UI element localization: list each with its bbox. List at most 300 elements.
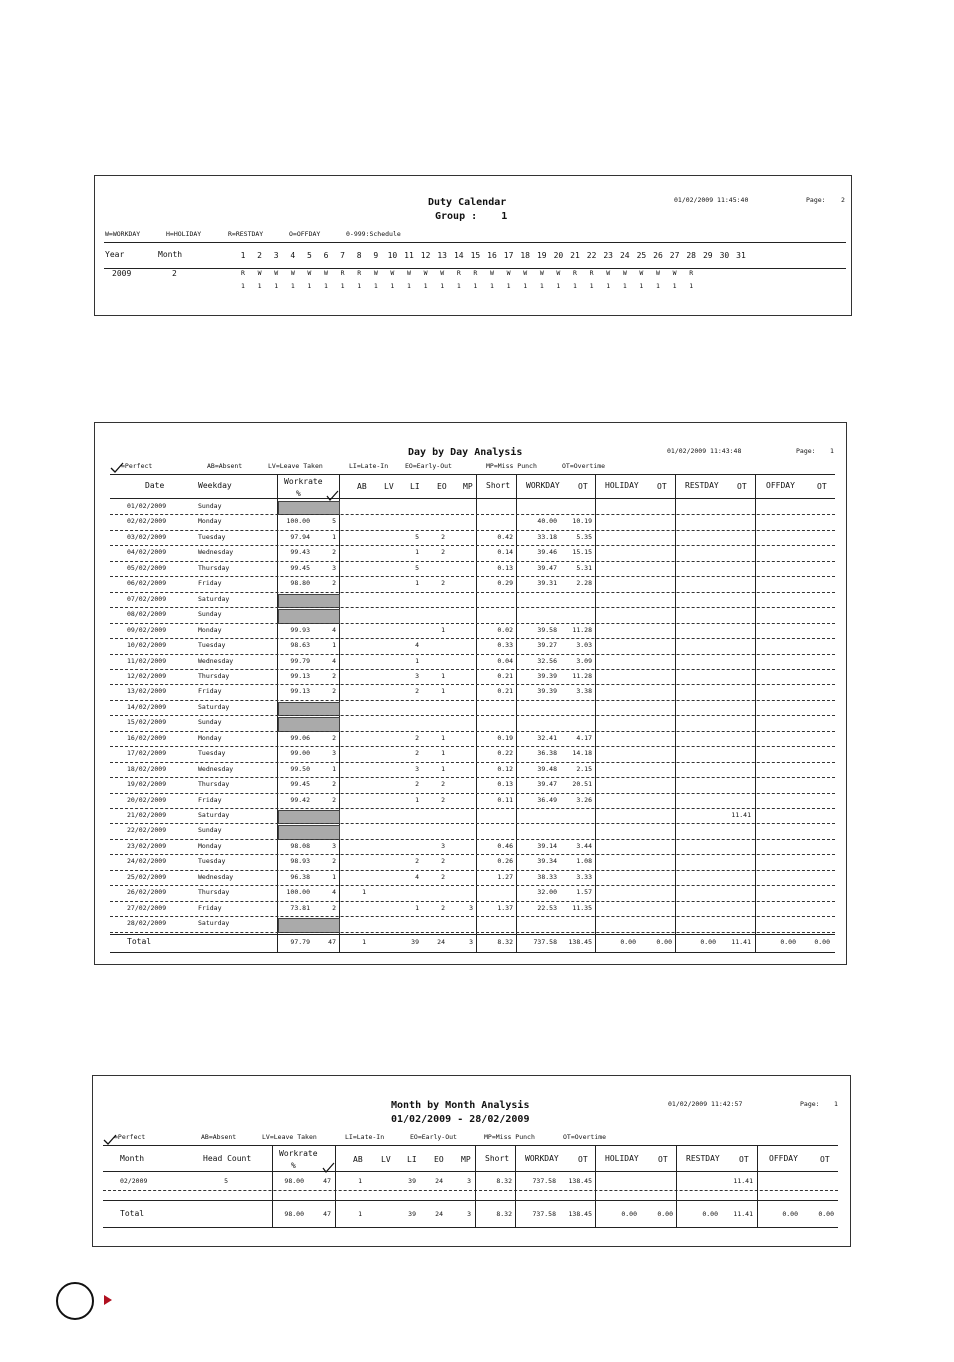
day-row-rule xyxy=(110,746,835,747)
day-row-rule xyxy=(110,592,835,593)
day-row-workday: 39.48 xyxy=(537,764,557,773)
day-row-perfect: 4 xyxy=(332,888,336,897)
day-row-short: 0.26 xyxy=(497,857,513,866)
day-row-rule xyxy=(110,514,835,515)
duty-schedule-number: 1 xyxy=(390,282,395,290)
day-row-perfect: 2 xyxy=(332,857,336,866)
day-col-mp: MP xyxy=(463,482,473,491)
duty-day-number: 20 xyxy=(553,251,564,260)
day-row-rule xyxy=(110,916,835,917)
day-row-eo: 2 xyxy=(441,532,445,541)
duty-day-number: 7 xyxy=(340,251,345,260)
day-row-perfect: 2 xyxy=(332,687,336,696)
duty-day-code: R xyxy=(357,269,362,277)
day-row-no-work-shade xyxy=(278,918,340,932)
day-row-weekday: Thursday xyxy=(198,888,230,897)
day-row-ot: 3.26 xyxy=(576,795,592,804)
month-table-top-rule xyxy=(103,1145,838,1146)
day-row-eo: 3 xyxy=(441,841,445,850)
duty-day-number: 24 xyxy=(619,251,630,260)
duty-schedule-number: 1 xyxy=(423,282,428,290)
day-row-date: 16/02/2009 xyxy=(127,733,167,742)
day-row-li: 2 xyxy=(415,749,419,758)
day-row-rule xyxy=(110,901,835,902)
duty-day-code: W xyxy=(274,269,279,277)
day-row-short: 0.29 xyxy=(497,579,513,588)
duty-day-number: 16 xyxy=(487,251,497,260)
day-row-li: 4 xyxy=(415,641,419,650)
day-row-workrate: 100.00 xyxy=(286,517,310,526)
duty-day-number: 21 xyxy=(570,251,580,260)
duty-group-label: Group : 1 xyxy=(435,211,508,222)
day-total-li: 39 xyxy=(411,938,419,946)
duty-year-value: 2009 xyxy=(112,269,132,278)
duty-schedule-number: 1 xyxy=(257,282,262,290)
duty-day-code: W xyxy=(390,269,395,277)
duty-day-code: W xyxy=(556,269,561,277)
day-row-workday: 39.47 xyxy=(537,563,557,572)
day-row-rule xyxy=(110,561,835,562)
day-row-workday: 40.00 xyxy=(537,517,557,526)
month-col-li: LI xyxy=(407,1155,417,1164)
day-row-eo: 1 xyxy=(441,671,445,680)
month-row-mp: 3 xyxy=(467,1177,471,1185)
day-row-perfect: 4 xyxy=(332,625,336,634)
duty-month-header: Month xyxy=(158,250,183,259)
day-row-restday-ot: 11.41 xyxy=(731,811,751,819)
day-row-ot: 3.09 xyxy=(576,656,592,665)
day-row-workday: 32.00 xyxy=(537,888,557,897)
day-total-restday-ot: 11.41 xyxy=(731,938,751,946)
day-row-date: 25/02/2009 xyxy=(127,872,167,881)
day-row-workday: 32.56 xyxy=(537,656,557,665)
month-col-short: Short xyxy=(485,1154,510,1163)
day-row-workrate: 99.13 xyxy=(290,687,310,696)
month-total-restday: 0.00 xyxy=(702,1210,718,1218)
month-analysis-range: 01/02/2009 - 28/02/2009 xyxy=(391,1114,530,1125)
day-row-li: 3 xyxy=(415,764,419,773)
day-row-weekday: Thursday xyxy=(198,780,230,789)
day-col-short: Short xyxy=(486,481,511,490)
day-row-rule xyxy=(110,684,835,685)
day-row-eo: 2 xyxy=(441,857,445,866)
day-row-weekday: Wednesday xyxy=(198,872,234,881)
duty-schedule-number: 1 xyxy=(490,282,494,290)
day-row-weekday: Saturday xyxy=(198,811,230,819)
month-datetime: 01/02/2009 11:42:57 xyxy=(668,1100,743,1108)
day-row-weekday: Thursday xyxy=(198,671,230,680)
day-row-date: 26/02/2009 xyxy=(127,888,167,897)
day-row-rule xyxy=(110,870,835,871)
day-row-short: 0.13 xyxy=(497,563,513,572)
day-row-weekday: Friday xyxy=(198,795,222,804)
day-row-rule xyxy=(110,823,835,824)
day-row-no-work-shade xyxy=(278,825,340,839)
day-row-date: 24/02/2009 xyxy=(127,857,167,866)
duty-schedule-number: 1 xyxy=(307,282,312,290)
day-legend-overtime: OT=Overtime xyxy=(562,462,606,470)
day-total-ot: 138.45 xyxy=(568,938,592,946)
duty-schedule-number: 1 xyxy=(556,282,561,290)
day-total-offday-ot: 0.00 xyxy=(814,938,830,946)
day-col-weekday: Weekday xyxy=(198,481,232,490)
day-row-weekday: Tuesday xyxy=(198,641,226,650)
duty-day-number: 13 xyxy=(437,251,447,260)
day-row-workday: 22.53 xyxy=(537,903,557,912)
day-row-perfect: 1 xyxy=(332,872,336,881)
duty-schedule-number: 1 xyxy=(622,282,627,290)
day-row-ot: 11.35 xyxy=(572,903,592,912)
day-row-short: 0.42 xyxy=(497,532,513,541)
day-total-workday: 737.58 xyxy=(533,938,557,946)
day-row-date: 03/02/2009 xyxy=(127,532,167,541)
day-row-short: 0.19 xyxy=(497,733,513,742)
month-total-ot: 138.45 xyxy=(568,1210,592,1218)
day-row-perfect: 2 xyxy=(332,671,336,680)
day-row-perfect: 2 xyxy=(332,579,336,588)
day-row-perfect: 2 xyxy=(332,548,336,557)
day-row-ot: 3.03 xyxy=(576,641,592,650)
day-row-short: 1.37 xyxy=(497,903,513,912)
day-row-li: 2 xyxy=(415,733,419,742)
day-row-workday: 38.33 xyxy=(537,872,557,881)
day-col-lv: LV xyxy=(384,482,394,491)
day-legend-leave: LV=Leave Taken xyxy=(268,462,323,470)
day-row-weekday: Saturday xyxy=(198,594,230,603)
day-row-li: 1 xyxy=(415,579,419,588)
day-total-rule xyxy=(110,934,835,935)
month-col-workday: WORKDAY xyxy=(525,1154,559,1163)
month-total-offday-ot: 0.00 xyxy=(818,1210,834,1218)
month-table-bottom-rule xyxy=(103,1227,838,1228)
day-col-holiday-ot: OT xyxy=(657,482,667,491)
day-total-perfect: 47 xyxy=(328,938,336,946)
duty-day-code: R xyxy=(241,269,245,277)
day-row-date: 19/02/2009 xyxy=(127,780,167,789)
duty-day-code: W xyxy=(440,269,445,277)
day-total-short: 8.32 xyxy=(497,938,513,946)
month-col-percent: % xyxy=(291,1161,296,1170)
duty-legend-offday: O=OFFDAY xyxy=(289,230,321,238)
month-col-ab: AB xyxy=(353,1155,363,1164)
duty-day-number: 28 xyxy=(686,251,696,260)
duty-year-header: Year xyxy=(105,250,125,259)
month-col-offday: OFFDAY xyxy=(769,1154,798,1163)
month-table-header-rule xyxy=(103,1171,838,1172)
day-row-date: 01/02/2009 xyxy=(127,502,167,510)
day-total-eo: 24 xyxy=(437,938,445,946)
duty-day-number: 31 xyxy=(736,251,746,260)
day-datetime: 01/02/2009 11:43:48 xyxy=(667,447,742,455)
duty-day-code: W xyxy=(539,269,544,277)
duty-day-number: 19 xyxy=(536,251,547,260)
day-row-weekday: Sunday xyxy=(198,610,222,619)
day-row-li: 1 xyxy=(415,795,419,804)
day-row-rule xyxy=(110,654,835,655)
day-row-workday: 39.14 xyxy=(537,841,557,850)
day-row-weekday: Tuesday xyxy=(198,857,226,866)
duty-day-number: 9 xyxy=(373,251,379,260)
day-row-weekday: Wednesday xyxy=(198,548,234,557)
day-row-workday: 39.46 xyxy=(537,548,557,557)
month-col-restday-ot: OT xyxy=(739,1155,749,1164)
day-col-percent: % xyxy=(296,489,301,498)
duty-day-code: W xyxy=(407,269,411,277)
duty-day-number: 22 xyxy=(586,251,597,260)
day-col-holiday: HOLIDAY xyxy=(605,481,639,490)
month-row-ab: 1 xyxy=(358,1177,362,1185)
duty-day-code: W xyxy=(423,269,428,277)
day-row-perfect: 1 xyxy=(332,641,336,650)
day-row-weekday: Monday xyxy=(198,517,222,526)
day-row-date: 10/02/2009 xyxy=(127,641,167,650)
duty-day-code: W xyxy=(672,269,677,277)
day-row-short: 0.46 xyxy=(497,841,513,850)
month-total-perfect: 47 xyxy=(323,1210,331,1218)
day-row-rule xyxy=(110,932,835,933)
duty-day-number: 2 xyxy=(257,251,262,260)
duty-schedule-number: 1 xyxy=(606,282,611,290)
day-row-date: 28/02/2009 xyxy=(127,919,167,928)
duty-calendar-title: Duty Calendar xyxy=(428,197,507,208)
month-row-short: 8.32 xyxy=(496,1177,512,1185)
month-total-eo: 24 xyxy=(435,1210,443,1218)
duty-day-number: 25 xyxy=(636,251,647,260)
day-row-workrate: 99.45 xyxy=(290,780,310,789)
day-row-rule xyxy=(110,854,835,855)
day-row-perfect: 5 xyxy=(332,517,336,526)
day-row-workrate: 96.38 xyxy=(290,872,310,881)
day-row-no-work-shade xyxy=(278,810,340,824)
duty-schedule-number: 1 xyxy=(573,282,577,290)
day-row-short: 0.13 xyxy=(497,780,513,789)
month-legend-latein: LI=Late-In xyxy=(345,1133,385,1141)
month-col-workrate: Workrate xyxy=(279,1149,318,1158)
month-col-eo: EO xyxy=(434,1155,444,1164)
duty-page-label: Page: xyxy=(806,196,826,204)
day-page-number: 1 xyxy=(830,447,834,455)
day-row-no-work-shade xyxy=(278,594,340,608)
duty-day-number: 12 xyxy=(420,251,431,260)
month-legend-perfect: =Perfect xyxy=(114,1133,146,1141)
month-row-workrate: 98.00 xyxy=(284,1177,304,1185)
day-row-rule xyxy=(110,715,835,716)
duty-day-number: 27 xyxy=(669,251,680,260)
day-col-li: LI xyxy=(410,482,420,491)
day-row-perfect: 3 xyxy=(332,749,336,758)
day-row-eo: 2 xyxy=(441,903,445,912)
day-row-eo: 2 xyxy=(441,579,445,588)
day-row-mp: 3 xyxy=(469,903,473,912)
day-row-ot: 2.28 xyxy=(576,579,592,588)
duty-day-number: 15 xyxy=(470,251,481,260)
duty-legend-workday: W=WORKDAY xyxy=(105,230,141,238)
month-legend-leave: LV=Leave Taken xyxy=(262,1133,317,1141)
duty-day-number: 29 xyxy=(702,251,713,260)
day-row-workday: 39.39 xyxy=(537,687,557,696)
day-col-workday: WORKDAY xyxy=(526,481,560,490)
month-total-workrate: 98.00 xyxy=(284,1210,304,1218)
month-col-lv: LV xyxy=(381,1155,391,1164)
duty-day-number: 6 xyxy=(323,251,329,260)
day-row-ot: 15.15 xyxy=(572,548,592,557)
day-row-date: 21/02/2009 xyxy=(127,811,167,819)
day-row-perfect: 4 xyxy=(332,656,336,665)
day-row-date: 07/02/2009 xyxy=(127,594,167,603)
day-row-short: 0.21 xyxy=(497,687,513,696)
day-total-mp: 3 xyxy=(469,938,473,946)
duty-day-code: W xyxy=(523,269,528,277)
day-row-workrate: 99.45 xyxy=(290,563,310,572)
duty-day-code: R xyxy=(689,269,694,277)
day-row-workrate: 100.00 xyxy=(286,888,310,897)
day-row-workday: 39.47 xyxy=(537,780,557,789)
duty-schedule-number: 1 xyxy=(656,282,660,290)
duty-schedule-number: 1 xyxy=(473,282,478,290)
day-row-li: 1 xyxy=(415,903,419,912)
day-row-date: 09/02/2009 xyxy=(127,625,167,634)
day-table-header-rule xyxy=(110,498,835,499)
day-row-eo: 2 xyxy=(441,780,445,789)
day-row-workday: 39.34 xyxy=(537,857,557,866)
duty-schedule-number: 1 xyxy=(440,282,445,290)
month-legend-overtime: OT=Overtime xyxy=(563,1133,607,1141)
day-total-offday: 0.00 xyxy=(780,938,796,946)
month-col-workday-ot: OT xyxy=(578,1155,588,1164)
day-row-short: 0.33 xyxy=(497,641,513,650)
day-col-offday: OFFDAY xyxy=(766,481,795,490)
month-row-rule xyxy=(103,1190,838,1191)
day-row-weekday: Monday xyxy=(198,625,222,634)
duty-month-value: 2 xyxy=(172,269,177,278)
day-table-top-rule xyxy=(110,474,835,475)
day-row-rule xyxy=(110,731,835,732)
month-total-holiday: 0.00 xyxy=(621,1210,637,1218)
day-row-short: 1.27 xyxy=(497,872,513,881)
day-row-workday: 33.18 xyxy=(537,532,557,541)
duty-day-code: R xyxy=(456,269,461,277)
month-col-offday-ot: OT xyxy=(820,1155,830,1164)
day-row-perfect: 1 xyxy=(332,532,336,541)
day-col-ab: AB xyxy=(357,482,367,491)
day-row-workrate: 73.81 xyxy=(290,903,310,912)
day-row-ot: 1.08 xyxy=(576,857,592,866)
duty-schedule-number: 1 xyxy=(539,282,544,290)
day-row-short: 0.04 xyxy=(497,656,513,665)
day-row-weekday: Friday xyxy=(198,579,222,588)
day-row-ot: 11.28 xyxy=(572,625,592,634)
day-row-ot: 3.33 xyxy=(576,872,592,881)
day-row-ot: 1.57 xyxy=(576,888,592,897)
day-row-ot: 3.38 xyxy=(576,687,592,696)
duty-day-number: 3 xyxy=(273,251,279,260)
duty-datetime: 01/02/2009 11:45:40 xyxy=(674,196,749,204)
day-row-ot: 11.28 xyxy=(572,671,592,680)
day-row-rule xyxy=(110,669,835,670)
duty-schedule-number: 1 xyxy=(407,282,411,290)
month-total-top-rule xyxy=(103,1200,838,1201)
day-row-date: 15/02/2009 xyxy=(127,718,167,727)
day-row-no-work-shade xyxy=(278,501,340,515)
duty-day-number: 23 xyxy=(603,251,613,260)
day-row-rule xyxy=(110,808,835,809)
day-row-weekday: Friday xyxy=(198,903,222,912)
day-row-li: 1 xyxy=(415,656,419,665)
day-row-rule xyxy=(110,638,835,639)
month-col-month: Month xyxy=(120,1154,145,1163)
month-row-perfect: 47 xyxy=(323,1177,331,1185)
duty-day-code: W xyxy=(639,269,644,277)
day-page-label: Page: xyxy=(796,447,816,455)
duty-day-code: W xyxy=(373,269,378,277)
month-analysis-title: Month by Month Analysis xyxy=(391,1100,530,1111)
day-col-restday-ot: OT xyxy=(737,482,747,491)
day-row-eo: 2 xyxy=(441,872,445,881)
day-total-workrate: 97.79 xyxy=(290,938,310,946)
day-row-rule xyxy=(110,607,835,608)
day-row-workrate: 99.00 xyxy=(290,749,310,758)
duty-day-code: W xyxy=(307,269,312,277)
day-row-date: 12/02/2009 xyxy=(127,671,167,680)
day-row-eo: 2 xyxy=(441,795,445,804)
day-col-offday-ot: OT xyxy=(817,482,827,491)
arrow-right-icon xyxy=(104,1295,112,1305)
month-workrate-check-icon xyxy=(322,1158,335,1177)
month-col-restday: RESTDAY xyxy=(686,1154,720,1163)
month-total-li: 39 xyxy=(408,1210,416,1218)
day-row-workrate: 99.50 xyxy=(290,764,310,773)
month-total-holiday-ot: 0.00 xyxy=(657,1210,673,1218)
day-row-workrate: 99.43 xyxy=(290,548,310,557)
day-row-no-work-shade xyxy=(278,717,340,731)
day-row-date: 14/02/2009 xyxy=(127,702,167,711)
duty-day-number: 30 xyxy=(719,251,730,260)
day-col-date: Date xyxy=(145,481,165,490)
month-total-mp: 3 xyxy=(467,1210,471,1218)
duty-day-number: 11 xyxy=(404,251,414,260)
day-row-short: 0.12 xyxy=(497,764,513,773)
duty-schedule-number: 1 xyxy=(241,282,245,290)
day-row-ot: 10.19 xyxy=(572,517,592,526)
day-row-rule xyxy=(110,762,835,763)
day-row-rule xyxy=(110,885,835,886)
day-total-label: Total xyxy=(127,937,152,946)
month-total-ab: 1 xyxy=(358,1210,362,1218)
month-page-label: Page: xyxy=(800,1100,820,1108)
day-row-li: 5 xyxy=(415,563,419,572)
duty-schedule-number: 1 xyxy=(672,282,677,290)
day-row-workday: 36.49 xyxy=(537,795,557,804)
day-row-date: 17/02/2009 xyxy=(127,749,167,758)
day-row-weekday: Thursday xyxy=(198,563,230,572)
day-row-workrate: 98.08 xyxy=(290,841,310,850)
month-row-headcount: 5 xyxy=(224,1177,228,1185)
day-row-date: 06/02/2009 xyxy=(127,579,167,588)
day-row-rule xyxy=(110,793,835,794)
month-total-restday-ot: 11.41 xyxy=(733,1210,753,1218)
duty-day-code: W xyxy=(606,269,611,277)
month-total-short: 8.32 xyxy=(496,1210,512,1218)
day-row-li: 2 xyxy=(415,687,419,696)
day-row-weekday: Sunday xyxy=(198,502,222,510)
day-row-rule xyxy=(110,576,835,577)
day-row-date: 08/02/2009 xyxy=(127,610,167,619)
day-row-workday: 39.58 xyxy=(537,625,557,634)
month-row-li: 39 xyxy=(408,1177,416,1185)
duty-day-code: W xyxy=(656,269,660,277)
day-row-workrate: 98.93 xyxy=(290,857,310,866)
duty-legend-holiday: H=HOLIDAY xyxy=(166,230,202,238)
